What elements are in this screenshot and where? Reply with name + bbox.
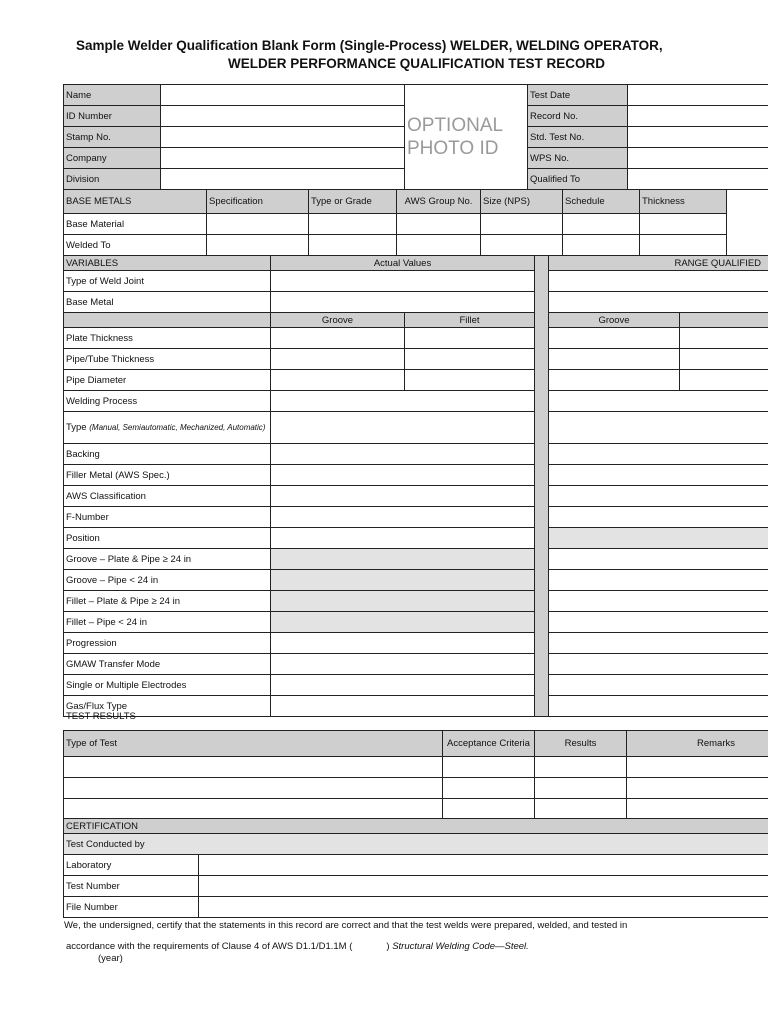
range-groove-header: Groove — [549, 313, 680, 328]
pipe-thickness-range-fillet[interactable] — [680, 349, 768, 370]
actual-values-header: Actual Values — [271, 256, 535, 271]
company-label: Company — [64, 148, 161, 169]
statement-2-close: ) — [386, 941, 390, 952]
test-row-3-type[interactable] — [64, 799, 443, 820]
f-number-actual[interactable] — [271, 507, 535, 528]
filler-metal-label: Filler Metal (AWS Spec.) — [64, 465, 271, 486]
remarks-header: Remarks — [627, 731, 768, 757]
identity-section — [63, 84, 768, 190]
fillet-header: Fillet — [405, 313, 535, 328]
welded-to-schedule[interactable] — [563, 235, 640, 256]
test-row-3-remarks[interactable] — [627, 799, 768, 820]
base-metal-actual[interactable] — [271, 292, 535, 313]
statement-2-text: accordance with the requirements of Clause 4 of AWS D1.1/D1.1M ( — [66, 941, 353, 952]
laboratory-field[interactable] — [199, 855, 768, 876]
pipe-diameter-range-fillet[interactable] — [680, 370, 768, 391]
aws-group-header: AWS Group No. — [397, 190, 481, 214]
electrodes-range[interactable] — [549, 675, 768, 696]
type-label: Type — [66, 421, 87, 433]
plate-thickness-groove[interactable] — [271, 328, 405, 349]
fillet-plate-pipe-label: Fillet – Plate & Pipe ≥ 24 in — [64, 591, 271, 612]
test-row-3-results[interactable] — [535, 799, 627, 820]
photo-id-box: OPTIONAL PHOTO ID — [405, 85, 528, 190]
variables-section — [63, 255, 768, 717]
electrodes-actual[interactable] — [271, 675, 535, 696]
groove-pipe-actual — [271, 570, 535, 591]
test-row-2-criteria[interactable] — [443, 778, 535, 799]
welded-to-group[interactable] — [397, 235, 481, 256]
fillet-plate-pipe-range[interactable] — [549, 591, 768, 612]
laboratory-label: Laboratory — [64, 855, 199, 876]
variables-header: VARIABLES — [64, 256, 271, 271]
wps-no-label: WPS No. — [528, 148, 628, 169]
backing-label: Backing — [64, 444, 271, 465]
test-row-2-type[interactable] — [64, 778, 443, 799]
groove-pipe-label: Groove – Pipe < 24 in — [64, 570, 271, 591]
position-actual[interactable] — [271, 528, 535, 549]
gmaw-transfer-range[interactable] — [549, 654, 768, 675]
aws-classification-actual[interactable] — [271, 486, 535, 507]
electrodes-label: Single or Multiple Electrodes — [64, 675, 271, 696]
pipe-diameter-range-groove[interactable] — [549, 370, 680, 391]
weld-joint-actual[interactable] — [271, 271, 535, 292]
welded-to-size[interactable] — [481, 235, 563, 256]
base-material-size[interactable] — [481, 214, 563, 235]
test-number-field[interactable] — [199, 876, 768, 897]
type-note: (Manual, Semiautomatic, Mechanized, Automatic) — [89, 422, 266, 432]
weld-joint-label: Type of Weld Joint — [64, 271, 271, 292]
pipe-thickness-fillet[interactable] — [405, 349, 535, 370]
backing-range[interactable] — [549, 444, 768, 465]
range-fillet-header — [680, 313, 768, 328]
position-range — [549, 528, 768, 549]
filler-metal-range[interactable] — [549, 465, 768, 486]
test-results-section — [63, 730, 768, 820]
pipe-diameter-fillet[interactable] — [405, 370, 535, 391]
company-field[interactable] — [161, 148, 405, 169]
base-material-group[interactable] — [397, 214, 481, 235]
test-row-1-criteria[interactable] — [443, 757, 535, 778]
filler-metal-actual[interactable] — [271, 465, 535, 486]
certification-statement-2 — [66, 941, 529, 952]
groove-plate-pipe-range[interactable] — [549, 549, 768, 570]
file-number-label: File Number — [64, 897, 199, 918]
groove-header: Groove — [271, 313, 405, 328]
fillet-pipe-label: Fillet – Pipe < 24 in — [64, 612, 271, 633]
gas-flux-label: Gas/Flux Type — [64, 696, 271, 717]
type-of-test-header: Type of Test — [64, 731, 443, 757]
test-number-label: Test Number — [64, 876, 199, 897]
gas-flux-actual[interactable] — [271, 696, 535, 717]
subheader-blank — [64, 313, 271, 328]
name-label: Name — [64, 85, 161, 106]
std-test-no-label: Std. Test No. — [528, 127, 628, 148]
qualified-to-label: Qualified To — [528, 169, 628, 190]
type-actual[interactable] — [271, 412, 535, 444]
fillet-pipe-actual — [271, 612, 535, 633]
separator-column — [535, 256, 549, 717]
test-row-1-remarks[interactable] — [627, 757, 768, 778]
year-label: (year) — [98, 953, 123, 964]
qualified-to-field[interactable] — [628, 169, 768, 190]
stamp-no-field[interactable] — [161, 127, 405, 148]
acceptance-criteria-header: Acceptance Criteria — [443, 731, 535, 757]
plate-thickness-label: Plate Thickness — [64, 328, 271, 349]
type-label-cell — [64, 412, 271, 444]
record-no-field[interactable] — [628, 106, 768, 127]
plate-thickness-fillet[interactable] — [405, 328, 535, 349]
welding-process-range[interactable] — [549, 391, 768, 412]
certification-statement-1: We, the undersigned, certify that the statements in this record are correct and that the test welds were prepared, welded, and tested in — [64, 920, 628, 931]
pipe-diameter-groove[interactable] — [271, 370, 405, 391]
backing-actual[interactable] — [271, 444, 535, 465]
groove-pipe-range[interactable] — [549, 570, 768, 591]
position-label: Position — [64, 528, 271, 549]
certification-section — [63, 818, 768, 918]
progression-label: Progression — [64, 633, 271, 654]
pipe-diameter-label: Pipe Diameter — [64, 370, 271, 391]
groove-plate-pipe-actual — [271, 549, 535, 570]
plate-thickness-range-fillet[interactable] — [680, 328, 768, 349]
certification-header: CERTIFICATION — [64, 819, 768, 834]
welded-to-label: Welded To — [64, 235, 207, 256]
test-row-1-type[interactable] — [64, 757, 443, 778]
welded-to-thickness[interactable] — [640, 235, 727, 256]
form-title-line-2: WELDER PERFORMANCE QUALIFICATION TEST RECORD — [228, 56, 605, 71]
form-title-line-1: Sample Welder Qualification Blank Form (Single-Process) WELDER, WELDING OPERATOR, — [76, 38, 663, 53]
results-header: Results — [535, 731, 627, 757]
progression-actual[interactable] — [271, 633, 535, 654]
base-material-thickness[interactable] — [640, 214, 727, 235]
groove-plate-pipe-label: Groove – Plate & Pipe ≥ 24 in — [64, 549, 271, 570]
base-metals-section — [63, 189, 768, 256]
stamp-no-label: Stamp No. — [64, 127, 161, 148]
gmaw-transfer-actual[interactable] — [271, 654, 535, 675]
test-row-2-remarks[interactable] — [627, 778, 768, 799]
test-conducted-by-label: Test Conducted by — [64, 834, 768, 855]
base-material-schedule[interactable] — [563, 214, 640, 235]
weld-joint-range[interactable] — [549, 271, 768, 292]
division-label: Division — [64, 169, 161, 190]
record-no-label: Record No. — [528, 106, 628, 127]
id-number-field[interactable] — [161, 106, 405, 127]
code-name: Structural Welding Code—Steel. — [392, 941, 529, 952]
f-number-range[interactable] — [549, 507, 768, 528]
progression-range[interactable] — [549, 633, 768, 654]
gas-flux-range[interactable] — [549, 696, 768, 717]
size-nps-header: Size (NPS) — [481, 190, 563, 214]
test-results-header: TEST RESULTS — [66, 711, 136, 722]
type-grade-header: Type or Grade — [309, 190, 397, 214]
thickness-header: Thickness — [640, 190, 727, 214]
pipe-thickness-range-groove[interactable] — [549, 349, 680, 370]
schedule-header: Schedule — [563, 190, 640, 214]
pipe-thickness-label: Pipe/Tube Thickness — [64, 349, 271, 370]
gmaw-transfer-label: GMAW Transfer Mode — [64, 654, 271, 675]
welding-process-label: Welding Process — [64, 391, 271, 412]
wps-no-field[interactable] — [628, 148, 768, 169]
base-metals-header: BASE METALS — [64, 190, 207, 214]
aws-classification-label: AWS Classification — [64, 486, 271, 507]
file-number-field[interactable] — [199, 897, 768, 918]
range-qualified-header: RANGE QUALIFIED — [549, 256, 768, 271]
id-number-label: ID Number — [64, 106, 161, 127]
test-date-label: Test Date — [528, 85, 628, 106]
plate-thickness-range-groove[interactable] — [549, 328, 680, 349]
welded-to-spec[interactable] — [207, 235, 309, 256]
pipe-thickness-groove[interactable] — [271, 349, 405, 370]
base-metal-label: Base Metal — [64, 292, 271, 313]
base-material-grade[interactable] — [309, 214, 397, 235]
type-range[interactable] — [549, 412, 768, 444]
aws-classification-range[interactable] — [549, 486, 768, 507]
fillet-plate-pipe-actual — [271, 591, 535, 612]
std-test-no-field[interactable] — [628, 127, 768, 148]
test-date-field[interactable] — [628, 85, 768, 106]
base-material-label: Base Material — [64, 214, 207, 235]
welding-process-actual[interactable] — [271, 391, 535, 412]
fillet-pipe-range[interactable] — [549, 612, 768, 633]
base-metal-range[interactable] — [549, 292, 768, 313]
specification-header: Specification — [207, 190, 309, 214]
test-row-2-results[interactable] — [535, 778, 627, 799]
test-row-1-results[interactable] — [535, 757, 627, 778]
name-field[interactable] — [161, 85, 405, 106]
test-row-3-criteria[interactable] — [443, 799, 535, 820]
division-field[interactable] — [161, 169, 405, 190]
f-number-label: F-Number — [64, 507, 271, 528]
base-material-spec[interactable] — [207, 214, 309, 235]
welded-to-grade[interactable] — [309, 235, 397, 256]
